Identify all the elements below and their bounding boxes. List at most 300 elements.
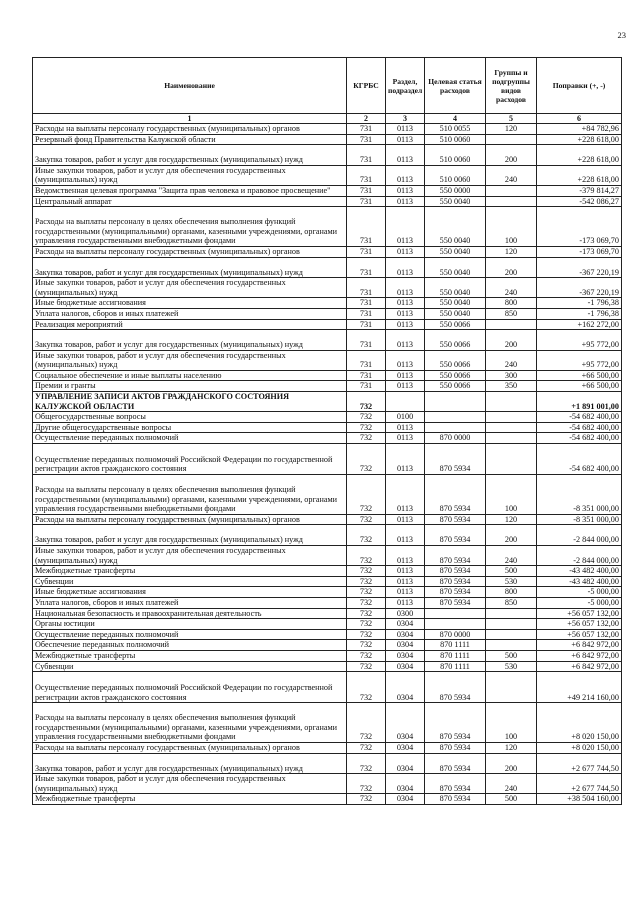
row-target-article: 550 0040 — [425, 298, 486, 309]
row-amount: -5 000,00 — [537, 597, 622, 608]
row-expense-group — [486, 392, 537, 412]
row-amount: +95 772,00 — [537, 330, 622, 351]
row-expense-group: 100 — [486, 475, 537, 515]
row-name: Ведомственная целевая программа "Защита прав человека и правовое просвещение" — [33, 185, 347, 196]
row-section: 0113 — [386, 444, 425, 475]
row-expense-group: 120 — [486, 514, 537, 525]
row-target-article — [425, 392, 486, 412]
table-row — [33, 650, 622, 661]
row-target-article: 550 0066 — [425, 330, 486, 351]
row-name: Расходы на выплаты персоналу государственных (муниципальных) органов — [33, 514, 347, 525]
row-kgrbs: 731 — [347, 319, 386, 330]
row-expense-group: 200 — [486, 257, 537, 278]
row-expense-group: 200 — [486, 145, 537, 166]
row-target-article: 870 5934 — [425, 672, 486, 703]
row-section: 0113 — [386, 587, 425, 598]
row-kgrbs: 732 — [347, 629, 386, 640]
row-amount: -54 682 400,00 — [537, 422, 622, 433]
row-kgrbs: 731 — [347, 207, 386, 247]
row-expense-group: 800 — [486, 298, 537, 309]
row-section: 0113 — [386, 330, 425, 351]
table-row — [33, 246, 622, 257]
row-section: 0300 — [386, 608, 425, 619]
row-section: 0304 — [386, 774, 425, 794]
table-row — [33, 392, 622, 412]
row-section — [386, 392, 425, 412]
row-amount: -2 844 000,00 — [537, 525, 622, 546]
row-amount: +228 618,00 — [537, 165, 622, 185]
row-amount: +56 057 132,00 — [537, 608, 622, 619]
row-kgrbs: 732 — [347, 514, 386, 525]
row-section: 0304 — [386, 672, 425, 703]
row-kgrbs: 731 — [347, 124, 386, 135]
column-number: 1 — [33, 114, 347, 124]
row-section: 0113 — [386, 566, 425, 577]
row-amount: +56 057 132,00 — [537, 629, 622, 640]
row-expense-group — [486, 412, 537, 423]
row-kgrbs: 732 — [347, 587, 386, 598]
row-section: 0113 — [386, 124, 425, 135]
row-name: Премии и гранты — [33, 381, 347, 392]
row-name: Реализация мероприятий — [33, 319, 347, 330]
row-name: Уплата налогов, сборов и иных платежей — [33, 308, 347, 319]
row-name: Осуществление переданных полномочий Российской Федерации по государственной регистрации актов гражданского состояния — [33, 672, 347, 703]
row-section: 0304 — [386, 640, 425, 651]
row-section: 0113 — [386, 546, 425, 566]
row-kgrbs: 732 — [347, 661, 386, 672]
row-amount: +6 842 972,00 — [537, 650, 622, 661]
row-target-article: 550 0040 — [425, 278, 486, 298]
row-kgrbs: 732 — [347, 392, 386, 412]
table-row — [33, 298, 622, 309]
row-kgrbs: 732 — [347, 703, 386, 743]
row-expense-group — [486, 422, 537, 433]
row-expense-group: 100 — [486, 703, 537, 743]
row-kgrbs: 731 — [347, 246, 386, 257]
row-name: Расходы на выплаты персоналу государственных (муниципальных) органов — [33, 742, 347, 753]
table-row — [33, 444, 622, 475]
row-target-article — [425, 422, 486, 433]
table-row — [33, 576, 622, 587]
column-number-row — [33, 114, 622, 124]
row-expense-group: 530 — [486, 576, 537, 587]
row-target-article: 510 0055 — [425, 124, 486, 135]
row-name: Межбюджетные трансферты — [33, 566, 347, 577]
row-amount: +2 677 744,50 — [537, 774, 622, 794]
row-amount: -173 069,70 — [537, 207, 622, 247]
table-row — [33, 124, 622, 135]
row-kgrbs: 731 — [347, 350, 386, 370]
row-section: 0113 — [386, 145, 425, 166]
row-expense-group: 120 — [486, 742, 537, 753]
row-kgrbs: 732 — [347, 422, 386, 433]
row-amount: +228 618,00 — [537, 145, 622, 166]
row-expense-group — [486, 185, 537, 196]
row-target-article: 870 5934 — [425, 576, 486, 587]
row-kgrbs: 732 — [347, 525, 386, 546]
row-expense-group: 500 — [486, 566, 537, 577]
row-kgrbs: 731 — [347, 165, 386, 185]
table-row — [33, 381, 622, 392]
row-name: Закупка товаров, работ и услуг для государственных (муниципальных) нужд — [33, 257, 347, 278]
row-kgrbs: 731 — [347, 185, 386, 196]
row-name: Органы юстиции — [33, 619, 347, 630]
header-section: Раздел, подраздел — [386, 58, 425, 114]
row-kgrbs: 732 — [347, 412, 386, 423]
table-row — [33, 412, 622, 423]
row-amount: -54 682 400,00 — [537, 412, 622, 423]
row-name: Иные бюджетные ассигнования — [33, 587, 347, 598]
row-amount: -2 844 000,00 — [537, 546, 622, 566]
table-row — [33, 350, 622, 370]
row-expense-group — [486, 640, 537, 651]
table-row — [33, 597, 622, 608]
row-section: 0113 — [386, 308, 425, 319]
row-expense-group: 850 — [486, 597, 537, 608]
header-amendments: Поправки (+, -) — [537, 58, 622, 114]
row-expense-group: 530 — [486, 661, 537, 672]
row-target-article: 870 1111 — [425, 640, 486, 651]
table-row — [33, 546, 622, 566]
row-kgrbs: 732 — [347, 672, 386, 703]
row-name: Расходы на выплаты персоналу в целях обеспечения выполнения функций государственными (муниципальными) органами, казенными учреждениями, органами управления государственными внебюджетными фондами — [33, 207, 347, 247]
row-name: Осуществление переданных полномочий — [33, 433, 347, 444]
table-row — [33, 257, 622, 278]
row-amount: +38 504 160,00 — [537, 794, 622, 805]
row-target-article: 870 5934 — [425, 587, 486, 598]
row-target-article — [425, 608, 486, 619]
row-kgrbs: 731 — [347, 134, 386, 145]
row-target-article: 870 5934 — [425, 597, 486, 608]
row-target-article: 550 0000 — [425, 185, 486, 196]
table-row — [33, 661, 622, 672]
row-target-article: 510 0060 — [425, 145, 486, 166]
row-section: 0113 — [386, 196, 425, 207]
row-section: 0304 — [386, 661, 425, 672]
row-kgrbs: 731 — [347, 257, 386, 278]
row-target-article: 870 5934 — [425, 514, 486, 525]
table-row — [33, 608, 622, 619]
row-name: Осуществление переданных полномочий — [33, 629, 347, 640]
row-expense-group — [486, 196, 537, 207]
row-name: Иные бюджетные ассигнования — [33, 298, 347, 309]
row-kgrbs: 732 — [347, 444, 386, 475]
table-row — [33, 514, 622, 525]
table-body — [33, 124, 622, 805]
row-kgrbs: 731 — [347, 145, 386, 166]
row-expense-group: 200 — [486, 330, 537, 351]
table-row — [33, 185, 622, 196]
row-section: 0113 — [386, 370, 425, 381]
row-section: 0113 — [386, 246, 425, 257]
row-expense-group — [486, 433, 537, 444]
row-target-article: 870 0000 — [425, 629, 486, 640]
row-amount: -54 682 400,00 — [537, 444, 622, 475]
table-row — [33, 308, 622, 319]
row-amount: +2 677 744,50 — [537, 753, 622, 774]
row-kgrbs: 732 — [347, 608, 386, 619]
row-name: Расходы на выплаты персоналу государственных (муниципальных) органов — [33, 246, 347, 257]
row-target-article: 510 0060 — [425, 165, 486, 185]
table-row — [33, 319, 622, 330]
row-expense-group: 100 — [486, 207, 537, 247]
row-section: 0113 — [386, 525, 425, 546]
row-target-article: 550 0040 — [425, 308, 486, 319]
row-expense-group: 120 — [486, 246, 537, 257]
row-amount: -367 220,19 — [537, 278, 622, 298]
row-name: Резервный фонд Правительства Калужской области — [33, 134, 347, 145]
row-kgrbs: 731 — [347, 278, 386, 298]
row-section: 0304 — [386, 753, 425, 774]
row-name: Расходы на выплаты персоналу в целях обеспечения выполнения функций государственными (муниципальными) органами, казенными учреждениями, органами управления государственными внебюджетными фондами — [33, 703, 347, 743]
row-section: 0113 — [386, 475, 425, 515]
row-name: Закупка товаров, работ и услуг для государственных (муниципальных) нужд — [33, 753, 347, 774]
table-row — [33, 703, 622, 743]
row-target-article: 550 0066 — [425, 381, 486, 392]
table-row — [33, 207, 622, 247]
row-name: Расходы на выплаты персоналу в целях обеспечения выполнения функций государственными (муниципальными) органами, казенными учреждениями, органами управления государственными внебюджетными фондами — [33, 475, 347, 515]
row-expense-group: 200 — [486, 525, 537, 546]
row-amount: +6 842 972,00 — [537, 640, 622, 651]
table-row — [33, 370, 622, 381]
row-kgrbs: 732 — [347, 742, 386, 753]
row-section: 0113 — [386, 597, 425, 608]
row-kgrbs: 731 — [347, 381, 386, 392]
table-row — [33, 753, 622, 774]
row-expense-group — [486, 608, 537, 619]
column-number: 6 — [537, 114, 622, 124]
column-number: 2 — [347, 114, 386, 124]
row-section: 0113 — [386, 278, 425, 298]
row-name: Национальная безопасность и правоохранительная деятельность — [33, 608, 347, 619]
row-target-article: 870 5934 — [425, 475, 486, 515]
row-kgrbs: 732 — [347, 546, 386, 566]
row-name: Иные закупки товаров, работ и услуг для обеспечения государственных (муниципальных) нужд — [33, 350, 347, 370]
row-target-article: 870 5934 — [425, 774, 486, 794]
row-section: 0113 — [386, 433, 425, 444]
row-expense-group — [486, 444, 537, 475]
row-expense-group: 120 — [486, 124, 537, 135]
row-kgrbs: 732 — [347, 597, 386, 608]
row-name: Субвенции — [33, 576, 347, 587]
header-kgrbs: КГРБС — [347, 58, 386, 114]
column-number: 5 — [486, 114, 537, 124]
row-section: 0113 — [386, 298, 425, 309]
row-target-article: 550 0040 — [425, 196, 486, 207]
row-target-article: 550 0040 — [425, 257, 486, 278]
row-name: Осуществление переданных полномочий Российской Федерации по государственной регистрации актов гражданского состояния — [33, 444, 347, 475]
row-kgrbs: 732 — [347, 566, 386, 577]
header-target-article: Целевая статья расходов — [425, 58, 486, 114]
budget-amendments-table — [32, 57, 622, 805]
row-amount: +6 842 972,00 — [537, 661, 622, 672]
row-name: Иные закупки товаров, работ и услуг для обеспечения государственных (муниципальных) нужд — [33, 165, 347, 185]
row-name: Закупка товаров, работ и услуг для государственных (муниципальных) нужд — [33, 145, 347, 166]
row-target-article: 870 5934 — [425, 444, 486, 475]
row-expense-group — [486, 319, 537, 330]
row-kgrbs: 732 — [347, 433, 386, 444]
row-target-article: 870 0000 — [425, 433, 486, 444]
row-amount: -367 220,19 — [537, 257, 622, 278]
row-amount: +1 891 001,00 — [537, 392, 622, 412]
row-section: 0100 — [386, 412, 425, 423]
row-section: 0113 — [386, 576, 425, 587]
table-row — [33, 278, 622, 298]
row-expense-group: 240 — [486, 774, 537, 794]
row-target-article: 870 5934 — [425, 753, 486, 774]
row-amount: +8 020 150,00 — [537, 742, 622, 753]
row-section: 0304 — [386, 794, 425, 805]
row-section: 0113 — [386, 319, 425, 330]
table-row — [33, 145, 622, 166]
row-amount: -542 086,27 — [537, 196, 622, 207]
row-amount: +95 772,00 — [537, 350, 622, 370]
table-row — [33, 165, 622, 185]
row-target-article: 550 0066 — [425, 319, 486, 330]
row-name: Общегосударственные вопросы — [33, 412, 347, 423]
row-name: Социальное обеспечение и иные выплаты населению — [33, 370, 347, 381]
row-amount: +66 500,00 — [537, 370, 622, 381]
row-kgrbs: 732 — [347, 576, 386, 587]
row-section: 0304 — [386, 742, 425, 753]
row-target-article: 870 5934 — [425, 703, 486, 743]
row-amount: -1 796,38 — [537, 308, 622, 319]
row-amount: -54 682 400,00 — [537, 433, 622, 444]
row-kgrbs: 731 — [347, 370, 386, 381]
row-name: Межбюджетные трансферты — [33, 794, 347, 805]
row-name: Обеспечение переданных полномочий — [33, 640, 347, 651]
row-target-article: 510 0060 — [425, 134, 486, 145]
row-target-article: 870 1111 — [425, 650, 486, 661]
row-target-article — [425, 412, 486, 423]
row-amount: -43 482 400,00 — [537, 566, 622, 577]
row-expense-group: 240 — [486, 278, 537, 298]
table-row — [33, 330, 622, 351]
header-expense-groups: Группы и подгруппы видов расходов — [486, 58, 537, 114]
row-name: Расходы на выплаты персоналу государственных (муниципальных) органов — [33, 124, 347, 135]
row-name: Закупка товаров, работ и услуг для государственных (муниципальных) нужд — [33, 330, 347, 351]
row-target-article: 870 1111 — [425, 661, 486, 672]
row-name: Иные закупки товаров, работ и услуг для обеспечения государственных (муниципальных) нужд — [33, 278, 347, 298]
row-expense-group: 300 — [486, 370, 537, 381]
row-amount: -1 796,38 — [537, 298, 622, 309]
table-row — [33, 619, 622, 630]
row-amount: -379 814,27 — [537, 185, 622, 196]
table-row — [33, 672, 622, 703]
row-amount: -5 000,00 — [537, 587, 622, 598]
row-amount: +84 782,96 — [537, 124, 622, 135]
row-section: 0113 — [386, 257, 425, 278]
row-expense-group — [486, 672, 537, 703]
row-name: Центральный аппарат — [33, 196, 347, 207]
row-expense-group: 240 — [486, 350, 537, 370]
row-name: УПРАВЛЕНИЕ ЗАПИСИ АКТОВ ГРАЖДАНСКОГО СОСТОЯНИЯ КАЛУЖСКОЙ ОБЛАСТИ — [33, 392, 347, 412]
table-row — [33, 566, 622, 577]
row-expense-group: 500 — [486, 794, 537, 805]
row-target-article: 550 0040 — [425, 207, 486, 247]
table-row — [33, 433, 622, 444]
table-row — [33, 422, 622, 433]
table-row — [33, 475, 622, 515]
row-section: 0113 — [386, 134, 425, 145]
row-amount: +49 214 160,00 — [537, 672, 622, 703]
table-row — [33, 629, 622, 640]
row-expense-group: 200 — [486, 753, 537, 774]
column-number: 4 — [425, 114, 486, 124]
table-row — [33, 525, 622, 546]
row-expense-group — [486, 619, 537, 630]
row-name: Субвенции — [33, 661, 347, 672]
row-kgrbs: 732 — [347, 640, 386, 651]
row-expense-group: 350 — [486, 381, 537, 392]
page-number: 23 — [617, 30, 626, 40]
row-expense-group: 240 — [486, 165, 537, 185]
column-number: 3 — [386, 114, 425, 124]
row-expense-group — [486, 134, 537, 145]
row-target-article: 870 5934 — [425, 742, 486, 753]
row-kgrbs: 732 — [347, 619, 386, 630]
row-expense-group: 800 — [486, 587, 537, 598]
header-name: Наименование — [33, 58, 347, 114]
row-amount: -43 482 400,00 — [537, 576, 622, 587]
row-section: 0113 — [386, 350, 425, 370]
table-row — [33, 134, 622, 145]
row-name: Иные закупки товаров, работ и услуг для обеспечения государственных (муниципальных) нужд — [33, 546, 347, 566]
row-amount: -8 351 000,00 — [537, 514, 622, 525]
table-row — [33, 196, 622, 207]
row-kgrbs: 731 — [347, 298, 386, 309]
row-kgrbs: 732 — [347, 650, 386, 661]
row-target-article: 550 0066 — [425, 370, 486, 381]
row-name: Межбюджетные трансферты — [33, 650, 347, 661]
row-target-article: 870 5934 — [425, 546, 486, 566]
row-amount: -173 069,70 — [537, 246, 622, 257]
row-section: 0113 — [386, 185, 425, 196]
row-section: 0113 — [386, 207, 425, 247]
row-section: 0304 — [386, 703, 425, 743]
row-amount: +162 272,00 — [537, 319, 622, 330]
row-target-article: 870 5934 — [425, 794, 486, 805]
row-expense-group — [486, 629, 537, 640]
table-header-row — [33, 58, 622, 114]
row-section: 0304 — [386, 650, 425, 661]
row-name: Закупка товаров, работ и услуг для государственных (муниципальных) нужд — [33, 525, 347, 546]
row-target-article: 550 0066 — [425, 350, 486, 370]
row-name: Другие общегосударственные вопросы — [33, 422, 347, 433]
row-target-article — [425, 619, 486, 630]
table-row — [33, 742, 622, 753]
row-expense-group: 500 — [486, 650, 537, 661]
table-row — [33, 794, 622, 805]
row-kgrbs: 732 — [347, 475, 386, 515]
row-expense-group: 850 — [486, 308, 537, 319]
row-amount: +8 020 150,00 — [537, 703, 622, 743]
row-section: 0113 — [386, 381, 425, 392]
row-name: Иные закупки товаров, работ и услуг для обеспечения государственных (муниципальных) нужд — [33, 774, 347, 794]
row-section: 0304 — [386, 619, 425, 630]
row-amount: +56 057 132,00 — [537, 619, 622, 630]
table-row — [33, 774, 622, 794]
row-section: 0113 — [386, 514, 425, 525]
row-kgrbs: 731 — [347, 196, 386, 207]
row-amount: +228 618,00 — [537, 134, 622, 145]
row-kgrbs: 732 — [347, 774, 386, 794]
row-amount: +66 500,00 — [537, 381, 622, 392]
row-section: 0304 — [386, 629, 425, 640]
row-name: Уплата налогов, сборов и иных платежей — [33, 597, 347, 608]
row-kgrbs: 731 — [347, 308, 386, 319]
row-target-article: 870 5934 — [425, 566, 486, 577]
